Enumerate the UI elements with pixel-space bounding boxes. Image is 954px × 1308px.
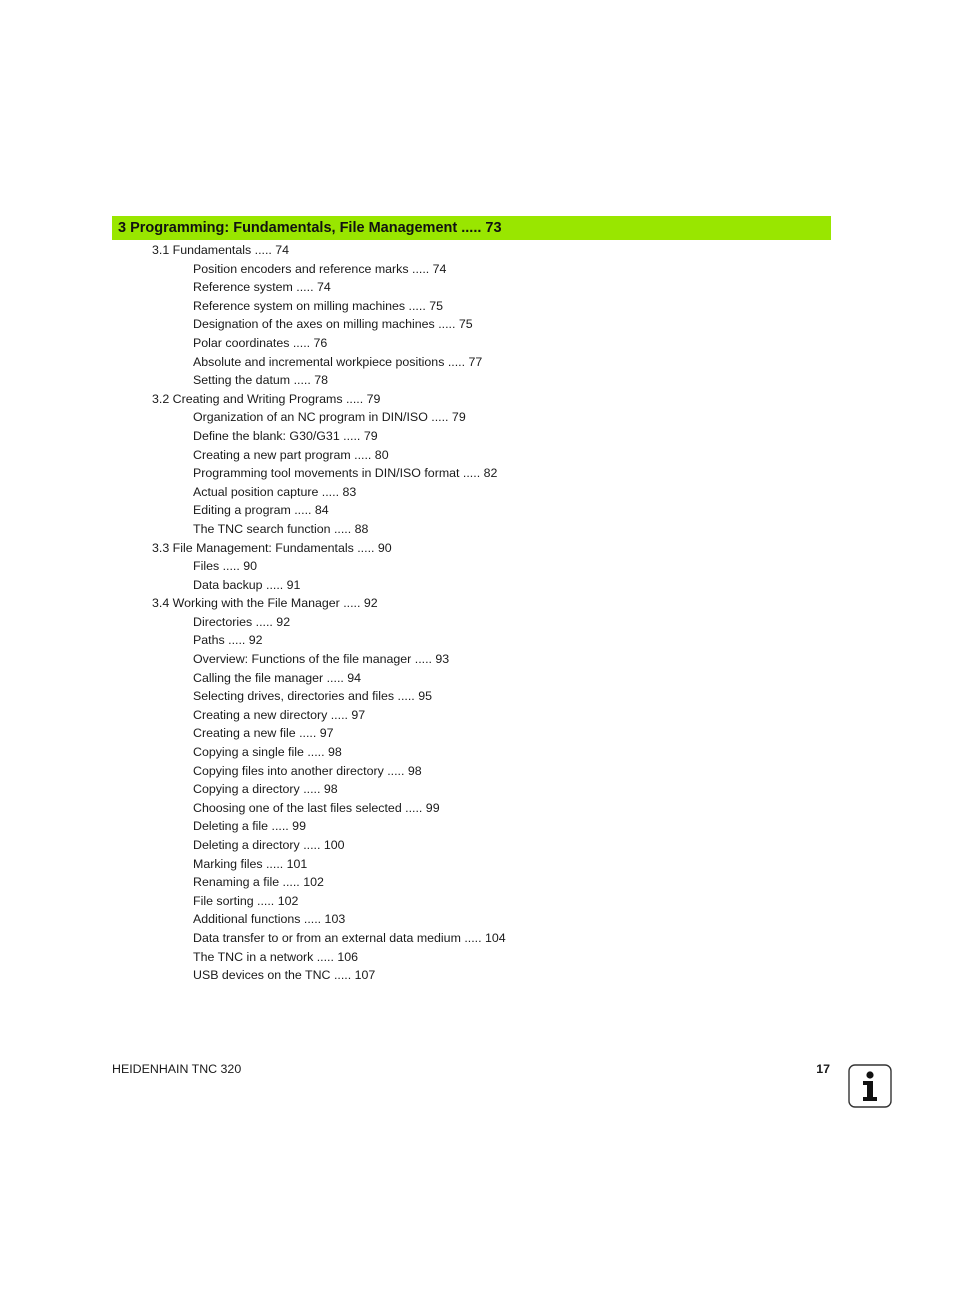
table-of-contents xyxy=(0,241,954,985)
toc-subsection-entry[interactable]: Choosing one of the last files selected ..... 99 xyxy=(193,800,440,815)
toc-subsection-entry[interactable]: Selecting drives, directories and files ..... 95 xyxy=(193,689,432,704)
toc-subsection-entry[interactable]: Absolute and incremental workpiece positions ..... 77 xyxy=(193,354,483,369)
toc-subsection-entry[interactable]: Overview: Functions of the file manager ..... 93 xyxy=(193,652,450,667)
toc-subsection-entry[interactable]: Directories ..... 92 xyxy=(193,614,291,629)
toc-subsection-entry[interactable]: Creating a new directory ..... 97 xyxy=(193,707,366,722)
info-icon xyxy=(848,1064,892,1108)
toc-subsection-entry[interactable]: The TNC search function ..... 88 xyxy=(193,521,369,536)
toc-subsection-entry[interactable]: Reference system ..... 74 xyxy=(193,280,331,295)
toc-subsection-entry[interactable]: Creating a new file ..... 97 xyxy=(193,726,334,741)
toc-subsection-entry[interactable]: Deleting a directory ..... 100 xyxy=(193,838,345,852)
toc-subsection-entry[interactable]: USB devices on the TNC ..... 107 xyxy=(193,968,376,983)
page-number: 17 xyxy=(816,1062,830,1076)
toc-subsection-entry[interactable]: Editing a program ..... 84 xyxy=(193,503,329,518)
toc-subsection-entry[interactable]: Renaming a file ..... 102 xyxy=(193,875,324,890)
toc-subsection-entry[interactable]: Position encoders and reference marks ..... 74 xyxy=(193,261,447,276)
toc-subsection-entry[interactable]: Setting the datum ..... 78 xyxy=(193,373,329,388)
toc-subsection-entry[interactable]: Actual position capture ..... 83 xyxy=(193,484,357,499)
toc-subsection-entry[interactable]: Additional functions ..... 103 xyxy=(193,912,346,927)
toc-subsection-entry[interactable]: Copying files into another directory ..... 98 xyxy=(193,763,422,778)
footer-title: HEIDENHAIN TNC 320 xyxy=(112,1062,242,1076)
toc-subsection-entry[interactable]: Programming tool movements in DIN/ISO format ..... 82 xyxy=(193,466,498,481)
toc-subsection-entry[interactable]: Organization of an NC program in DIN/ISO ..... 79 xyxy=(193,410,466,425)
toc-subsection-entry[interactable]: Data transfer to or from an external data medium ..... 104 xyxy=(193,930,506,945)
toc-subsection-entry[interactable]: Paths ..... 92 xyxy=(193,633,263,648)
toc-subsection-entry[interactable]: Define the blank: G30/G31 ..... 79 xyxy=(193,428,378,443)
toc-subsection-entry[interactable]: Deleting a file ..... 99 xyxy=(193,819,306,834)
toc-section-entry[interactable]: 3.2 Creating and Writing Programs ..... 79 xyxy=(152,391,381,406)
toc-section-entry[interactable]: 3.1 Fundamentals ..... 74 xyxy=(152,243,290,257)
toc-subsection-entry[interactable]: Files ..... 90 xyxy=(193,559,258,574)
toc-subsection-entry[interactable]: The TNC in a network ..... 106 xyxy=(193,949,359,964)
toc-subsection-entry[interactable]: Data backup ..... 91 xyxy=(193,577,301,592)
toc-subsection-entry[interactable]: Copying a directory ..... 98 xyxy=(193,782,338,797)
toc-subsection-entry[interactable]: Creating a new part program ..... 80 xyxy=(193,447,389,462)
toc-subsection-entry[interactable]: Designation of the axes on milling machines ..... 75 xyxy=(193,317,473,332)
chapter-title[interactable]: 3 Programming: Fundamentals, File Management ..... 73 xyxy=(118,220,502,236)
chapter-heading-bar xyxy=(112,216,831,240)
toc-section-entry[interactable]: 3.3 File Management: Fundamentals ..... 90 xyxy=(152,540,392,555)
toc-section-entry[interactable]: 3.4 Working with the File Manager ..... 92 xyxy=(152,596,378,611)
toc-subsection-entry[interactable]: Reference system on milling machines ..... 75 xyxy=(193,298,443,313)
toc-subsection-entry[interactable]: Marking files ..... 101 xyxy=(193,856,308,871)
toc-subsection-entry[interactable]: File sorting ..... 102 xyxy=(193,893,299,908)
toc-subsection-entry[interactable]: Copying a single file ..... 98 xyxy=(193,745,342,760)
toc-subsection-entry[interactable]: Calling the file manager ..... 94 xyxy=(193,670,362,685)
toc-subsection-entry[interactable]: Polar coordinates ..... 76 xyxy=(193,335,328,350)
